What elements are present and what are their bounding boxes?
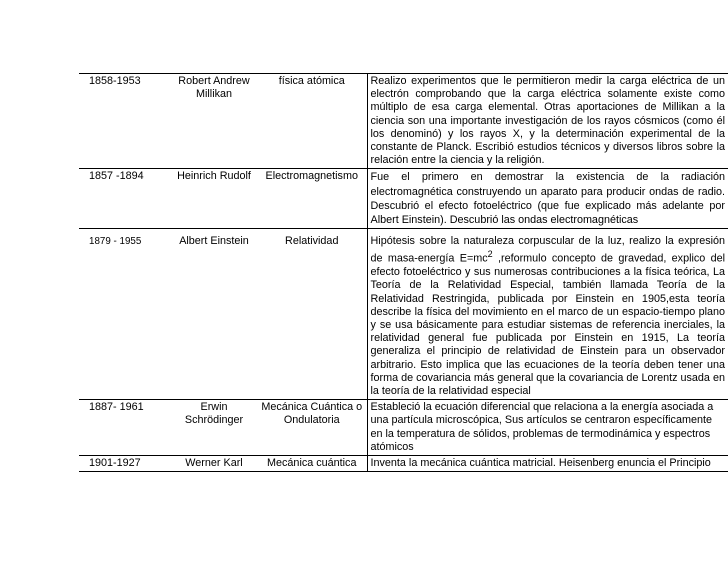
name-cell: Albert Einstein [171, 229, 257, 400]
superscript-exponent: 2 [487, 249, 493, 260]
name-cell: Erwin Schrödinger [171, 400, 257, 456]
field-cell: física atómica [257, 74, 367, 169]
table-row [79, 229, 728, 400]
years-cell: 1901-1927 [79, 456, 171, 472]
name-cell: Werner Karl [171, 456, 257, 472]
field-cell: Mecánica cuántica [257, 456, 367, 472]
description-text: Hipótesis sobre la naturaleza corpuscular de la luz, realizo la expresión de masa-energía E=mc [370, 235, 725, 266]
description-cell: Estableció la ecuación diferencial que relaciona a la energía asociada a una partícula microscópica, Sus artículos se centraron específicamente en la temperatura de sólidos, problemas de termodinámica y espectros atómicos [367, 400, 728, 456]
years-cell: 1857 -1894 [79, 169, 171, 229]
years-cell: 1879 - 1955 [79, 229, 171, 400]
table-row [79, 456, 728, 472]
physicists-table [79, 73, 728, 472]
table-row [79, 400, 728, 456]
description-cell: Realizo experimentos que le permitieron medir la carga eléctrica de un electrón comprobando que la carga eléctrica solamente existe como múltiplo de esa carga elemental. Otras aportaciones de Millikan a la ciencia son una importante investigación de los rayos cósmicos (como él los denominó) y los rayos X, y la determinación experimental de la constante de Planck. Escribió estudios técnicos y diversos libros sobre la relación entre la ciencia y la religión. [367, 74, 728, 169]
description-cell: Inventa la mecánica cuántica matricial. Heisenberg enuncia el Principio [367, 456, 728, 472]
years-cell: 1887- 1961 [79, 400, 171, 456]
description-text: ,reformulo concepto de gravedad, explico del efecto fotoeléctrico y sus numerosas contribuciones a la física teórica, La Teoría de la Relatividad Especial, también llamada Teoría de la Relatividad Restringida, publicada por Einstein en 1905,esta teoría describe la física del movimiento en el marco de un espacio-tiempo plano y se usa básicamente para estudiar sistemas de referencia inerciales, la relatividad general fue publicada por Einstein en 1915, La teoría generaliza el principio de relatividad de Einstein para un observador arbitrario. Esto implica que las ecuaciones de la teoría deben tener una forma de covariancia más general que la covariancia de Lorentz usada en la teoría de la relatividad especial [370, 253, 726, 398]
years-cell: 1858-1953 [79, 74, 171, 169]
name-cell: Heinrich Rudolf [171, 169, 257, 229]
description-cell [367, 229, 728, 400]
table-row [79, 74, 728, 169]
table-row [79, 169, 728, 229]
name-cell: Robert Andrew Millikan [171, 74, 257, 169]
field-cell: Electromagnetismo [257, 169, 367, 229]
description-cell: Fue el primero en demostrar la existencia de la radiación electromagnética construyendo un aparato para producir ondas de radio. Descubrió el efecto fotoeléctrico (que fue explicado más adelante por Albert Einstein). Descubrió las ondas electromagnéticas [367, 169, 728, 229]
field-cell: Mecánica Cuántica o Ondulatoria [257, 400, 367, 456]
field-cell: Relatividad [257, 229, 367, 400]
